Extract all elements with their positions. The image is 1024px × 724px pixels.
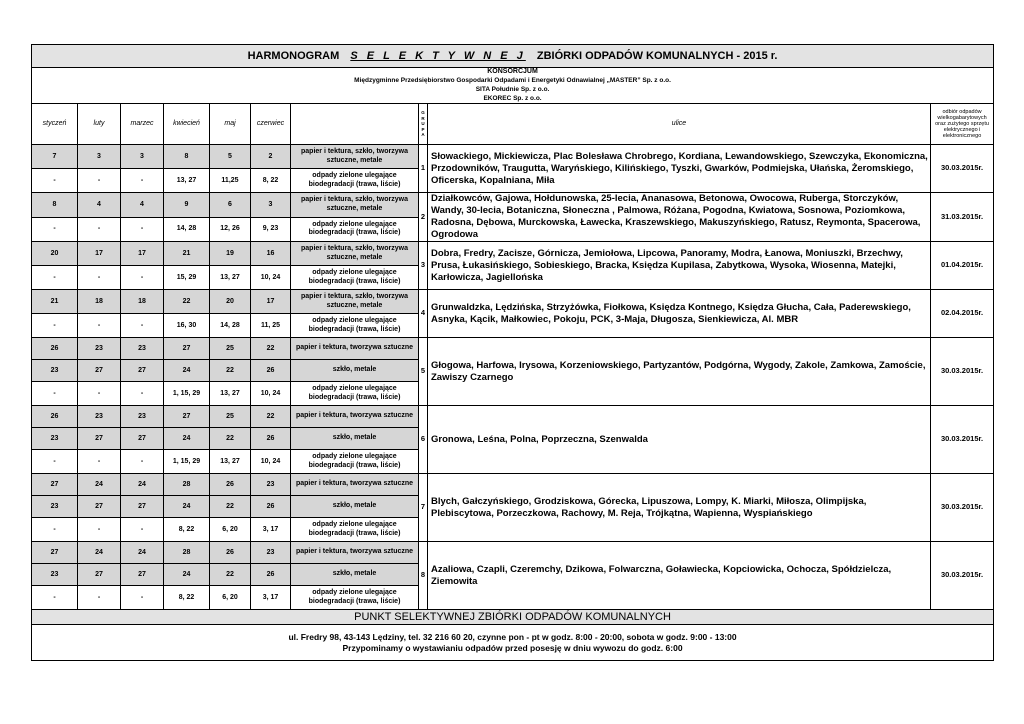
waste-type-cell: papier i tektura, tworzywa sztuczne (291, 474, 419, 496)
bulky-waste-date: 01.04.2015r. (931, 242, 994, 290)
date-cell-jan: 26 (32, 338, 78, 360)
date-cell-jan: 20 (32, 242, 78, 266)
date-cell-apr: 28 (164, 542, 210, 564)
date-cell-jan: 23 (32, 564, 78, 586)
konsorcjum-label: KONSORCJUM (32, 68, 994, 77)
date-cell-jan: - (32, 450, 78, 474)
date-cell-jun: 11, 25 (251, 314, 291, 338)
waste-type-cell: odpady zielone ulegające biodegradacji (trawa, liście) (291, 382, 419, 406)
waste-type-cell: odpady zielone ulegające biodegradacji (trawa, liście) (291, 169, 419, 193)
date-cell-jun: 23 (251, 542, 291, 564)
group-streets: Głogowa, Harfowa, Irysowa, Korzeniowskiego, Partyzantów, Podgórna, Wygody, Zakole, Zamkowa, Zamoście, Zawiszy Czarnego (428, 338, 931, 406)
date-cell-may: 25 (210, 406, 251, 428)
date-cell-jan: 23 (32, 496, 78, 518)
date-cell-apr: 1, 15, 29 (164, 450, 210, 474)
grupa-letter: G (421, 110, 425, 116)
date-cell-jun: 26 (251, 360, 291, 382)
header-waste-type (291, 104, 419, 145)
date-cell-may: 19 (210, 242, 251, 266)
date-cell-mar: - (121, 266, 164, 290)
date-cell-mar: - (121, 314, 164, 338)
group-number: 2 (419, 193, 428, 242)
date-cell-jun: 26 (251, 428, 291, 450)
date-cell-mar: - (121, 382, 164, 406)
date-cell-may: 26 (210, 542, 251, 564)
firm-sita: SITA Południe Sp. z o.o. (475, 86, 550, 93)
date-cell-may: 14, 28 (210, 314, 251, 338)
date-cell-may: 13, 27 (210, 266, 251, 290)
date-cell-apr: 16, 30 (164, 314, 210, 338)
waste-type-cell: papier i tektura, szkło, tworzywa sztuczne, metale (291, 193, 419, 218)
header-grupa (419, 104, 428, 145)
date-cell-feb: - (78, 266, 121, 290)
waste-type-cell: odpady zielone ulegające biodegradacji (trawa, liście) (291, 518, 419, 542)
date-cell-apr: 14, 28 (164, 217, 210, 242)
date-cell-mar: 3 (121, 145, 164, 169)
date-cell-apr: 28 (164, 474, 210, 496)
group-number: 6 (419, 406, 428, 474)
date-cell-apr: 13, 27 (164, 169, 210, 193)
date-cell-feb: - (78, 314, 121, 338)
header-row (32, 104, 994, 145)
date-cell-apr: 24 (164, 496, 210, 518)
header-bulky-waste: odbiór odpadów wielkogabarytowych oraz zużytego sprzętu elektrycznego i elektronicznego (931, 104, 994, 145)
date-cell-apr: 27 (164, 406, 210, 428)
punkt-title: PUNKT SELEKTYWNEJ ZBIÓRKI ODPADÓW KOMUNALNYCH (32, 610, 994, 625)
bulky-waste-date: 30.03.2015r. (931, 145, 994, 193)
date-cell-jun: 22 (251, 338, 291, 360)
date-cell-jan: 26 (32, 406, 78, 428)
schedule-row (32, 542, 994, 564)
bulky-waste-date: 30.03.2015r. (931, 542, 994, 610)
waste-type-cell: odpady zielone ulegające biodegradacji (trawa, liście) (291, 450, 419, 474)
group-streets: Dobra, Fredry, Zacisze, Górnicza, Jemiołowa, Lipcowa, Panoramy, Modra, Łanowa, Moniuszki, Brzechwy, Prusa, Łukasińskiego, Sobieskiego, Bracka, Księdza Kupilasa, Zabytkowa, Wysoka, Wiosenna, Matejki, Karłowicza, Jagiellońska (428, 242, 931, 290)
date-cell-jan: 27 (32, 474, 78, 496)
date-cell-mar: 23 (121, 338, 164, 360)
date-cell-may: 20 (210, 290, 251, 314)
punkt-info (32, 625, 994, 661)
date-cell-jan: 23 (32, 360, 78, 382)
date-cell-feb: - (78, 169, 121, 193)
waste-type-cell: papier i tektura, szkło, tworzywa sztuczne, metale (291, 242, 419, 266)
header-streets: ulice (428, 104, 931, 145)
group-streets: Azaliowa, Czapli, Czeremchy, Dzikowa, Folwarczna, Goławiecka, Kopciowicka, Ochocza, Spółdzielcza, Ziemowita (428, 542, 931, 610)
bulky-waste-date: 30.03.2015r. (931, 338, 994, 406)
firm-ekorec: EKOREC Sp. z o.o. (483, 95, 542, 102)
date-cell-mar: - (121, 450, 164, 474)
schedule-row (32, 242, 994, 266)
date-cell-feb: 17 (78, 242, 121, 266)
punkt-address: ul. Fredry 98, 43-143 Lędziny, tel. 32 216 60 20, czynne pon - pt w godz. 8:00 - 20:00, sobota w godz. 9:00 - 13:00 (288, 631, 737, 642)
date-cell-jun: 26 (251, 564, 291, 586)
date-cell-may: 6, 20 (210, 518, 251, 542)
date-cell-jan: - (32, 586, 78, 610)
date-cell-jun: 23 (251, 474, 291, 496)
date-cell-mar: - (121, 586, 164, 610)
date-cell-may: 25 (210, 338, 251, 360)
date-cell-jun: 16 (251, 242, 291, 266)
group-streets: Gronowa, Leśna, Polna, Poprzeczna, Szenwalda (428, 406, 931, 474)
date-cell-apr: 8 (164, 145, 210, 169)
date-cell-mar: - (121, 217, 164, 242)
date-cell-jun: 22 (251, 406, 291, 428)
date-cell-feb: - (78, 382, 121, 406)
group-streets: Blych, Gałczyńskiego, Grodziskowa, Górecka, Lipuszowa, Lompy, K. Miarki, Miłosza, Olimpijska, Plebiscytowa, Porzeczkowa, Rachowy, M. Reja, Trójkątna, Wapienna, Wyspiańskiego (428, 474, 931, 542)
waste-type-cell: odpady zielone ulegające biodegradacji (trawa, liście) (291, 266, 419, 290)
schedule-row (32, 338, 994, 360)
group-streets: Grunwaldzka, Lędzińska, Strzyżówka, Fiołkowa, Księdza Kontnego, Księdza Głucha, Cała, Paderewskiego, Asnyka, Kącik, Małkowiec, Pokoju, PCK, 3-Maja, Długosza, Sienkiewicza, Al. MBR (428, 290, 931, 338)
title-suffix: ZBIÓRKI ODPADÓW KOMUNALNYCH - 2015 r. (536, 49, 778, 62)
date-cell-may: 5 (210, 145, 251, 169)
date-cell-may: 6, 20 (210, 586, 251, 610)
waste-type-cell: szkło, metale (291, 428, 419, 450)
date-cell-jun: 9, 23 (251, 217, 291, 242)
punkt-reminder: Przypominamy o wystawianiu odpadów przed posesję w dniu wywozu do godz. 6:00 (342, 642, 683, 653)
date-cell-apr: 21 (164, 242, 210, 266)
date-cell-may: 13, 27 (210, 450, 251, 474)
waste-type-cell: szkło, metale (291, 564, 419, 586)
date-cell-feb: 24 (78, 542, 121, 564)
waste-type-cell: papier i tektura, tworzywa sztuczne (291, 542, 419, 564)
bulky-waste-date: 31.03.2015r. (931, 193, 994, 242)
date-cell-jun: 26 (251, 496, 291, 518)
date-cell-jun: 8, 22 (251, 169, 291, 193)
group-number: 7 (419, 474, 428, 542)
waste-type-cell: odpady zielone ulegające biodegradacji (trawa, liście) (291, 217, 419, 242)
date-cell-jan: - (32, 314, 78, 338)
grupa-letter: P (421, 126, 425, 132)
konsorcjum-firms (32, 76, 994, 104)
group-streets: Słowackiego, Mickiewicza, Plac Bolesława Chrobrego, Kordiana, Lewandowskiego, Szewczyka, Ekonomiczna, Przodowników, Traugutta, Waryńskiego, Kilińskiego, Tyszki, Gwarków, Podmiejska, Ułańska, Żeromskiego, Oficerska, Kopalniana, Miła (428, 145, 931, 193)
date-cell-jan: - (32, 217, 78, 242)
date-cell-apr: 24 (164, 360, 210, 382)
date-cell-apr: 1, 15, 29 (164, 382, 210, 406)
date-cell-jun: 17 (251, 290, 291, 314)
date-cell-feb: 27 (78, 496, 121, 518)
date-cell-jan: 23 (32, 428, 78, 450)
date-cell-jun: 3, 17 (251, 586, 291, 610)
date-cell-feb: - (78, 586, 121, 610)
group-number: 4 (419, 290, 428, 338)
group-number: 5 (419, 338, 428, 406)
date-cell-jun: 10, 24 (251, 450, 291, 474)
waste-type-cell: szkło, metale (291, 360, 419, 382)
date-cell-feb: 27 (78, 564, 121, 586)
date-cell-may: 13, 27 (210, 382, 251, 406)
date-cell-apr: 8, 22 (164, 586, 210, 610)
date-cell-feb: 27 (78, 360, 121, 382)
bulky-waste-date: 30.03.2015r. (931, 406, 994, 474)
date-cell-jun: 3 (251, 193, 291, 218)
schedule-table (31, 44, 994, 661)
date-cell-jan: 8 (32, 193, 78, 218)
date-cell-jun: 10, 24 (251, 382, 291, 406)
date-cell-apr: 24 (164, 428, 210, 450)
date-cell-feb: - (78, 450, 121, 474)
title-selective: S E L E K T Y W N E J (350, 49, 526, 62)
date-cell-feb: 23 (78, 406, 121, 428)
date-cell-jan: 21 (32, 290, 78, 314)
date-cell-feb: - (78, 518, 121, 542)
header-month-apr: kwiecień (164, 104, 210, 145)
date-cell-mar: 23 (121, 406, 164, 428)
date-cell-apr: 27 (164, 338, 210, 360)
waste-type-cell: odpady zielone ulegające biodegradacji (trawa, liście) (291, 586, 419, 610)
grupa-letter: R (421, 115, 425, 121)
date-cell-apr: 8, 22 (164, 518, 210, 542)
header-month-may: maj (210, 104, 251, 145)
grupa-letter: A (421, 132, 425, 138)
group-number: 8 (419, 542, 428, 610)
date-cell-jan: - (32, 169, 78, 193)
waste-type-cell: papier i tektura, tworzywa sztuczne (291, 406, 419, 428)
date-cell-may: 22 (210, 496, 251, 518)
date-cell-may: 11,25 (210, 169, 251, 193)
date-cell-jan: 27 (32, 542, 78, 564)
date-cell-feb: 24 (78, 474, 121, 496)
date-cell-mar: 18 (121, 290, 164, 314)
date-cell-mar: - (121, 169, 164, 193)
date-cell-jan: - (32, 518, 78, 542)
header-month-mar: marzec (121, 104, 164, 145)
group-number: 1 (419, 145, 428, 193)
date-cell-mar: 24 (121, 474, 164, 496)
date-cell-feb: 4 (78, 193, 121, 218)
title-prefix: HARMONOGRAM (247, 49, 340, 62)
date-cell-may: 22 (210, 564, 251, 586)
date-cell-may: 26 (210, 474, 251, 496)
header-month-feb: luty (78, 104, 121, 145)
schedule-row (32, 406, 994, 428)
firm-master: Międzygminne Przedsiębiorstwo Gospodarki Odpadami i Energetyki Odnawialnej „MASTER” Sp. z o.o. (354, 77, 671, 84)
date-cell-feb: - (78, 217, 121, 242)
schedule-row (32, 474, 994, 496)
date-cell-jun: 3, 17 (251, 518, 291, 542)
schedule-row (32, 193, 994, 218)
date-cell-mar: 4 (121, 193, 164, 218)
date-cell-mar: 24 (121, 542, 164, 564)
waste-type-cell: odpady zielone ulegające biodegradacji (trawa, liście) (291, 314, 419, 338)
date-cell-apr: 22 (164, 290, 210, 314)
date-cell-apr: 15, 29 (164, 266, 210, 290)
date-cell-apr: 9 (164, 193, 210, 218)
header-month-jan: styczeń (32, 104, 78, 145)
date-cell-feb: 27 (78, 428, 121, 450)
date-cell-jun: 10, 24 (251, 266, 291, 290)
date-cell-jan: 7 (32, 145, 78, 169)
grupa-letter: U (421, 121, 425, 127)
waste-type-cell: papier i tektura, szkło, tworzywa sztuczne, metale (291, 290, 419, 314)
header-month-jun: czerwiec (251, 104, 291, 145)
schedule-row (32, 145, 994, 169)
waste-type-cell: papier i tektura, tworzywa sztuczne (291, 338, 419, 360)
date-cell-apr: 24 (164, 564, 210, 586)
date-cell-mar: 17 (121, 242, 164, 266)
date-cell-mar: 27 (121, 496, 164, 518)
date-cell-may: 22 (210, 428, 251, 450)
waste-type-cell: szkło, metale (291, 496, 419, 518)
date-cell-jan: - (32, 382, 78, 406)
date-cell-feb: 3 (78, 145, 121, 169)
group-streets: Działkowców, Gajowa, Hołdunowska, 25-lecia, Ananasowa, Betonowa, Owocowa, Ruberga, Storczyków, Wandy, 30-lecia, Botaniczna, Słoneczna , Palmowa, Różana, Pogodna, Kwiatowa, Sosnowa, Poziomkowa, Radosna, Dębowa, Murckowska, Ławecka, Kraszewskiego, Makuszyńskiego, Ratusz, Reymonta, Spacerowa, Ogrodowa (428, 193, 931, 242)
date-cell-feb: 18 (78, 290, 121, 314)
date-cell-mar: 27 (121, 564, 164, 586)
bulky-waste-date: 02.04.2015r. (931, 290, 994, 338)
date-cell-may: 6 (210, 193, 251, 218)
document-title (32, 45, 994, 68)
bulky-waste-date: 30.03.2015r. (931, 474, 994, 542)
schedule-row (32, 290, 994, 314)
date-cell-jun: 2 (251, 145, 291, 169)
date-cell-may: 22 (210, 360, 251, 382)
group-number: 3 (419, 242, 428, 290)
date-cell-mar: 27 (121, 360, 164, 382)
waste-type-cell: papier i tektura, szkło, tworzywa sztuczne, metale (291, 145, 419, 169)
date-cell-may: 12, 26 (210, 217, 251, 242)
date-cell-mar: - (121, 518, 164, 542)
date-cell-jan: - (32, 266, 78, 290)
schedule-sheet (31, 44, 993, 661)
date-cell-mar: 27 (121, 428, 164, 450)
date-cell-feb: 23 (78, 338, 121, 360)
